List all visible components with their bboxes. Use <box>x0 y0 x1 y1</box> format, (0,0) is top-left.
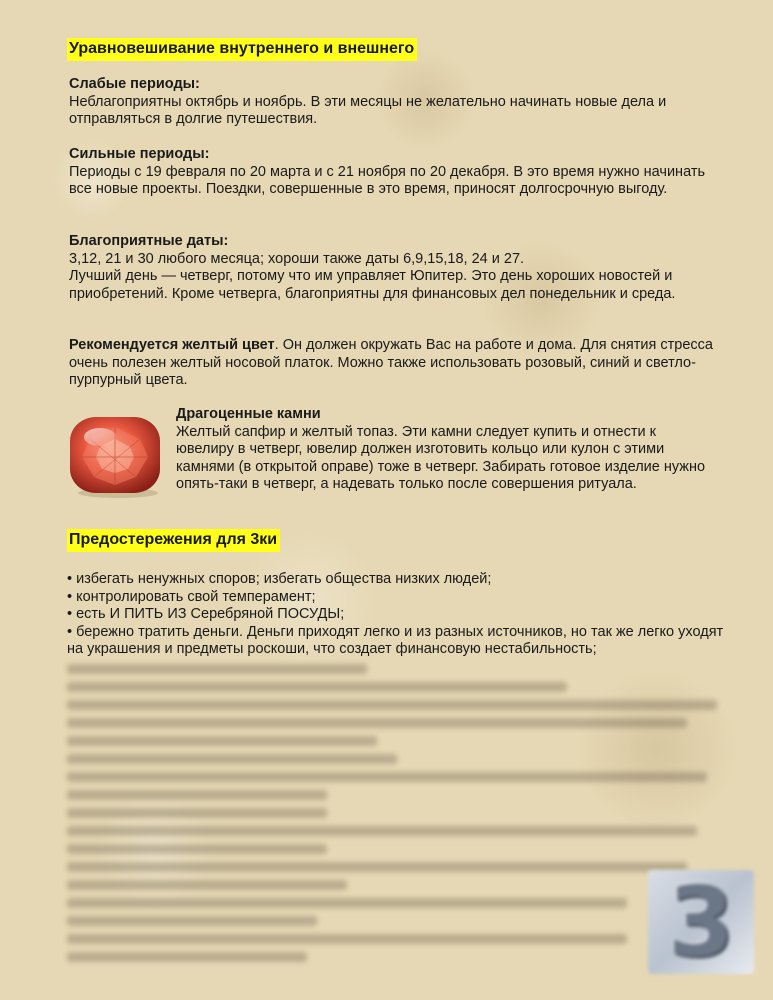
number-three-logo <box>648 866 754 978</box>
list-item: • есть И ПИТЬ ИЗ Серебряной ПОСУДЫ; <box>67 606 345 623</box>
favorable-dates-line2: Лучший день — четверг, потому что им управляет Юпитер. Это день хороших новостей и приобретений. Кроме четверга, благоприятны для финансовых дел понедельник и среда. <box>69 268 676 302</box>
logo-glyph: 3 <box>667 866 735 978</box>
gemstone-image <box>66 413 164 499</box>
color-bold-lead: Рекомендуется желтый цвет <box>69 337 275 353</box>
list-item: • контролировать свой темперамент; <box>67 588 316 605</box>
gemstones-block <box>176 406 716 494</box>
section-heading-warnings: Предостережения для 3ки <box>67 529 280 552</box>
weak-periods-title: Слабые периоды: <box>69 76 200 92</box>
gemstones-title: Драгоценные камни <box>176 406 321 422</box>
warnings-list <box>67 571 727 659</box>
strong-periods-title: Сильные периоды: <box>69 146 210 162</box>
list-item: • избегать ненужных споров; избегать общества низких людей; <box>67 571 492 587</box>
strong-periods-text: Периоды с 19 февраля по 20 марта и с 21 ноября по 20 декабря. В это время нужно начинать все новые проекты. Поездки, совершенные в это время, приносят долгосрочную выгоду. <box>69 163 706 198</box>
strong-periods-block <box>69 146 719 199</box>
favorable-dates-title: Благоприятные даты: <box>69 233 229 249</box>
color-text: . Он должен окружать Вас на работе и дома. Для снятия стресса очень полезен желтый носовой платок. Можно также использовать розовый, синий и светло-пурпурный цвета. <box>69 337 713 389</box>
color-block <box>69 337 719 390</box>
favorable-dates-block <box>69 233 719 303</box>
favorable-dates-line1: 3,12, 21 и 30 любого месяца; хороши также даты 6,9,15,18, 24 и 27. <box>69 250 525 267</box>
gemstones-text: Желтый сапфир и желтый топаз. Эти камни следует купить и отнести к ювелиру в четверг, ювелир должен изготовить кольцо или кулон с этими камнями (в открытой оправе) тоже в четверг. Забирать готовое изделие нужно опять-таки в четверг, а надевать только после совершения ритуала. <box>176 423 706 493</box>
color-paragraph <box>69 337 719 390</box>
blurred-content <box>67 660 727 970</box>
list-item: • бережно тратить деньги. Деньги приходят легко и из разных источников, но так же легко уходят на украшения и предметы роскоши, что создает финансовую нестабильность; <box>67 623 724 658</box>
weak-periods-text: Неблагоприятны октябрь и ноябрь. В эти месяцы не желательно начинать новые дела и отправляться в долгие путешествия. <box>69 93 667 128</box>
section-heading-balance: Уравновешивание внутреннего и внешнего <box>67 38 417 61</box>
weak-periods-block <box>69 76 719 129</box>
